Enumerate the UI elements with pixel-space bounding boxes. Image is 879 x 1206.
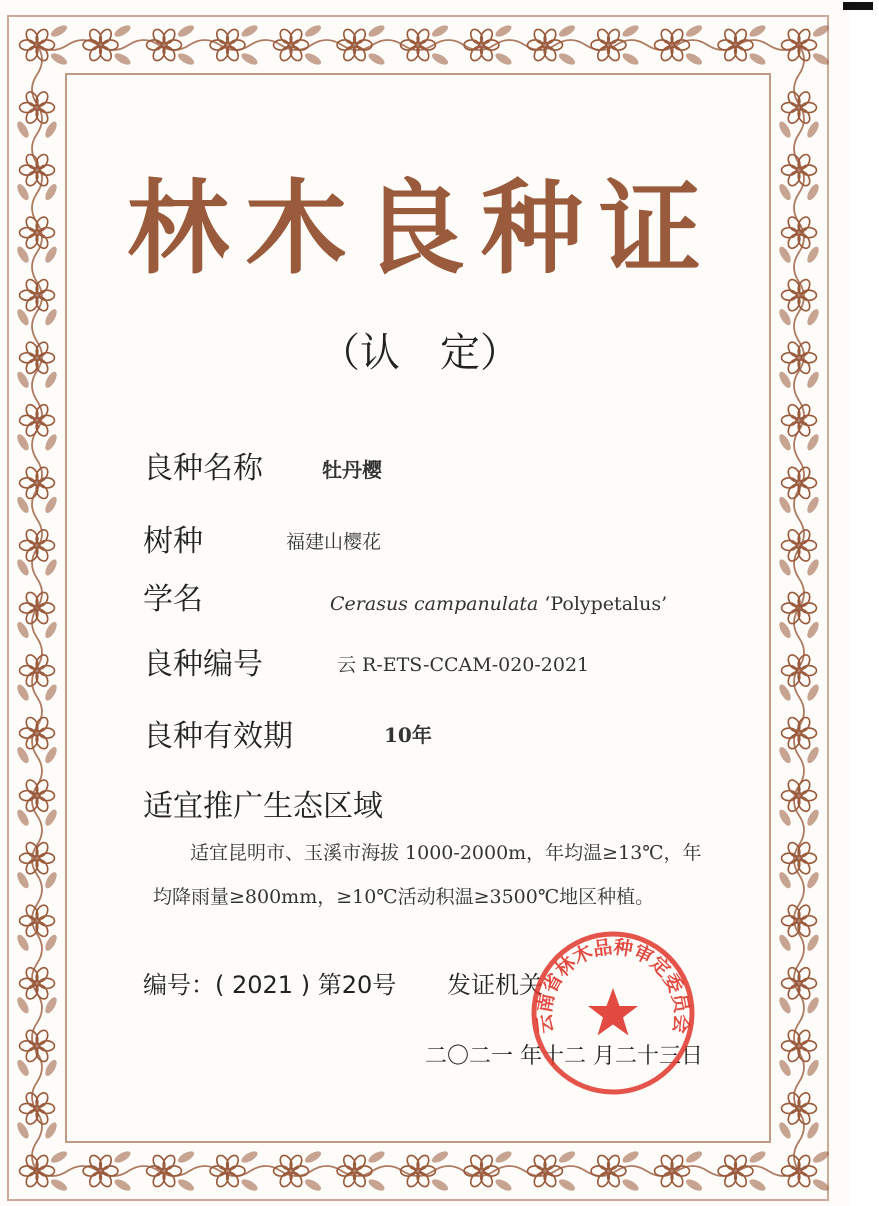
scientific-name-value (330, 589, 667, 619)
border-leaf-icon (684, 1149, 704, 1165)
border-flower-icon (591, 27, 626, 62)
border-leaf-icon (367, 1177, 387, 1193)
border-flower-icon (718, 1153, 753, 1188)
certificate-number: 编号：( 2021 ) 第20号 (143, 971, 397, 999)
border-flower-icon (782, 1091, 817, 1126)
border-leaf-icon (49, 1177, 69, 1193)
border-leaf-icon (240, 23, 260, 39)
border-flower-icon (20, 590, 55, 625)
border-flower-icon (782, 966, 817, 1001)
border-leaf-icon (748, 51, 768, 67)
border-leaf-icon (113, 23, 133, 39)
border-flower-icon (782, 778, 817, 813)
border-leaf-icon (748, 1149, 768, 1165)
border-flower-icon (20, 1091, 55, 1126)
border-flower-icon (83, 27, 118, 62)
border-flower-icon (20, 966, 55, 1001)
border-leaf-icon (367, 51, 387, 67)
border-leaf-icon (621, 1149, 641, 1165)
border-flower-icon (147, 27, 182, 62)
border-leaf-icon (684, 51, 704, 67)
border-flower-icon (20, 778, 55, 813)
border-flower-icon (782, 403, 817, 438)
border-flower-icon (782, 590, 817, 625)
border-flower-icon (20, 152, 55, 187)
border-flower-icon (20, 528, 55, 563)
border-flower-icon (528, 1153, 563, 1188)
border-leaf-icon (49, 51, 69, 67)
border-flower-icon (782, 653, 817, 688)
scientific-name-cultivar: ‘Polypetalus’ (544, 593, 668, 615)
seal-star-icon (588, 988, 638, 1036)
border-flower-icon (20, 27, 55, 62)
border-leaf-icon (176, 51, 196, 67)
border-leaf-icon (240, 1177, 260, 1193)
border-flower-icon (782, 465, 817, 500)
border-flower-icon (655, 1153, 690, 1188)
border-leaf-icon (303, 23, 323, 39)
border-flower-icon (274, 1153, 309, 1188)
border-leaf-icon (303, 51, 323, 67)
variety-name-label: 良种名称 (143, 451, 263, 486)
border-leaf-icon (557, 23, 577, 39)
border-flower-icon (401, 27, 436, 62)
border-leaf-icon (240, 1149, 260, 1165)
border-leaf-icon (557, 51, 577, 67)
border-leaf-icon (494, 1177, 514, 1193)
variety-code-value: 云 R-ETS-CCAM-020-2021 (337, 654, 590, 676)
border-flower-icon (782, 27, 817, 62)
official-seal (528, 928, 698, 1098)
border-leaf-icon (49, 1149, 69, 1165)
border-flower-icon (782, 152, 817, 187)
issue-date: 二〇二一 年十二 月二十三日 (425, 1044, 703, 1069)
border-leaf-icon (748, 1177, 768, 1193)
border-flower-icon (20, 90, 55, 125)
border-flower-icon (782, 215, 817, 250)
border-leaf-icon (113, 1149, 133, 1165)
border-flower-icon (782, 1153, 817, 1188)
validity-label: 良种有效期 (143, 719, 293, 754)
border-flower-icon (20, 715, 55, 750)
species-label: 树种 (143, 524, 203, 559)
border-flower-icon (20, 465, 55, 500)
variety-name-value: 牡丹樱 (322, 458, 382, 482)
scientific-name-binomial: Cerasus campanulata (330, 593, 539, 615)
seal-text: 云南省林木品种审定委员会 (533, 936, 693, 1035)
border-leaf-icon (176, 1177, 196, 1193)
certificate-subtitle: （认 定） (320, 330, 520, 376)
issuer-label: 发证机关 (447, 971, 543, 999)
border-leaf-icon (621, 1177, 641, 1193)
border-leaf-icon (430, 1177, 450, 1193)
scientific-name-label: 学名 (143, 582, 203, 617)
region-text-line2: 均降雨量≥800mm，≥10℃活动积温≥3500℃地区种植。 (153, 886, 655, 908)
border-leaf-icon (240, 51, 260, 67)
border-leaf-icon (303, 1177, 323, 1193)
border-leaf-icon (557, 1177, 577, 1193)
border-flower-icon (20, 403, 55, 438)
border-leaf-icon (494, 23, 514, 39)
border-leaf-icon (494, 51, 514, 67)
border-flower-icon (83, 1153, 118, 1188)
border-flower-icon (20, 1028, 55, 1063)
border-leaf-icon (494, 1149, 514, 1165)
border-flower-icon (782, 90, 817, 125)
border-flower-icon (718, 27, 753, 62)
border-flower-icon (528, 27, 563, 62)
border-leaf-icon (557, 1149, 577, 1165)
border-flower-icon (210, 27, 245, 62)
region-text-line1: 适宜昆明市、玉溪市海拔 1000-2000m，年均温≥13℃，年 (190, 842, 702, 864)
border-leaf-icon (684, 23, 704, 39)
border-flower-icon (20, 215, 55, 250)
border-flower-icon (782, 1028, 817, 1063)
border-leaf-icon (430, 23, 450, 39)
border-leaf-icon (113, 51, 133, 67)
border-leaf-icon (430, 1149, 450, 1165)
border-leaf-icon (748, 23, 768, 39)
border-flower-icon (782, 528, 817, 563)
border-flower-icon (401, 1153, 436, 1188)
border-flower-icon (655, 27, 690, 62)
border-leaf-icon (113, 1177, 133, 1193)
border-leaf-icon (367, 23, 387, 39)
border-leaf-icon (303, 1149, 323, 1165)
border-flower-icon (147, 1153, 182, 1188)
border-leaf-icon (49, 23, 69, 39)
border-flower-icon (20, 1153, 55, 1188)
border-leaf-icon (430, 51, 450, 67)
border-leaf-icon (367, 1149, 387, 1165)
border-flower-icon (210, 1153, 245, 1188)
border-leaf-icon (684, 1177, 704, 1193)
border-leaf-icon (176, 1149, 196, 1165)
border-flower-icon (274, 27, 309, 62)
border-leaf-icon (176, 23, 196, 39)
border-flower-icon (782, 715, 817, 750)
border-flower-icon (591, 1153, 626, 1188)
border-leaf-icon (621, 23, 641, 39)
border-flower-icon (20, 653, 55, 688)
species-value: 福建山樱花 (286, 531, 382, 553)
validity-value: 10年 (384, 723, 432, 747)
border-leaf-icon (621, 51, 641, 67)
certificate-title: 林木良种证 (127, 170, 717, 289)
region-label: 适宜推广生态区域 (143, 789, 383, 824)
variety-code-label: 良种编号 (143, 647, 263, 682)
